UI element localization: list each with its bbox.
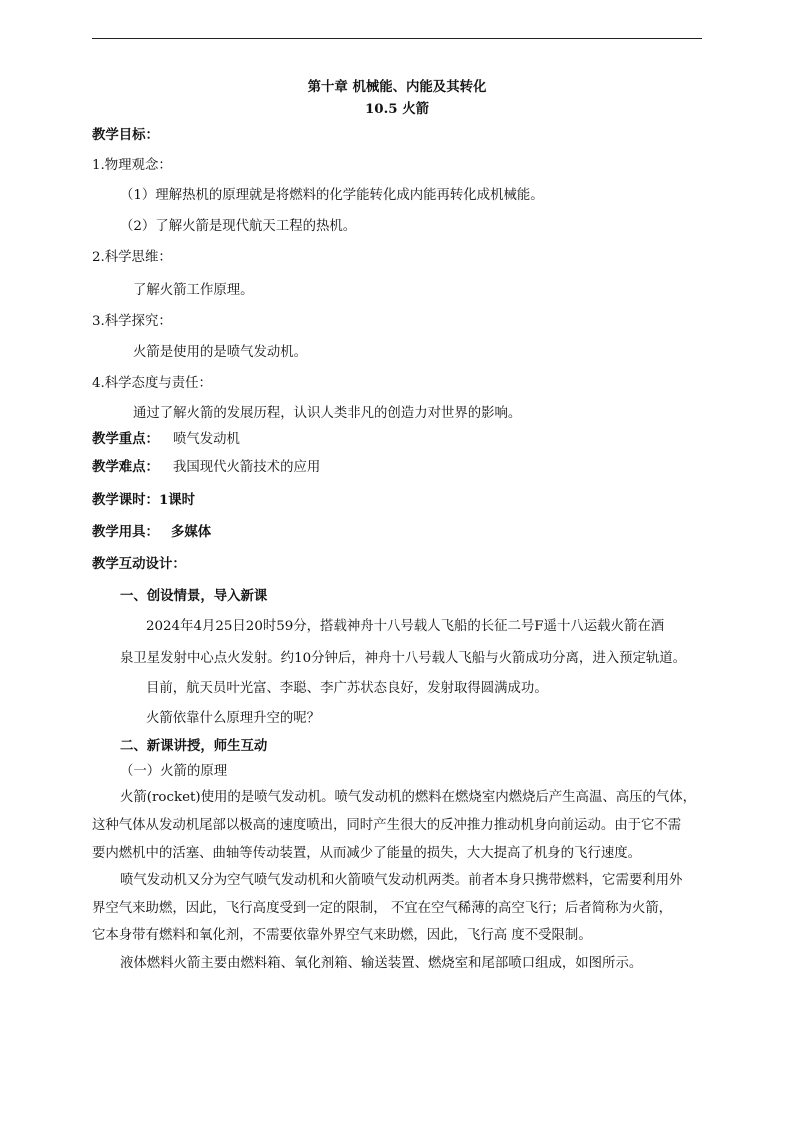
part2-p1-line3: 要内燃机中的活塞、曲轴等传动装置，从而减少了能量的损失，大大提高了机身的飞行速度。 [92, 846, 642, 861]
objective-4-line-1: 通过了解火箭的发展历程，认识人类非凡的创造力对世界的影响。 [133, 406, 522, 421]
tools [92, 523, 211, 541]
part2-title: 二、新课讲授，师生互动 [120, 738, 268, 754]
part1-title: 一、创设情景，导入新课 [120, 588, 268, 604]
part1-p1-line2: 泉卫星发射中心点火发射。约10分钟后，神舟十八号载人飞船与火箭成功分离，进入预定轨道。 [120, 651, 687, 666]
part2-p3: 液体燃料火箭主要由燃料箱、氧化剂箱、输送装置、燃烧室和尾部喷口组成，如图所示。 [120, 956, 643, 971]
part2-p2-line2: 界空气来助燃，因此，飞行高度受到一定的限制， 不宜在空气稀薄的高空飞行；后者简称为火箭， [92, 901, 673, 916]
part1-p3: 火箭依靠什么原理升空的呢？ [146, 711, 321, 726]
design-heading: 教学互动设计： [92, 556, 186, 572]
part1-p2: 目前，航天员叶光富、李聪、李广苏状态良好，发射取得圆满成功。 [146, 681, 548, 696]
objective-1-line-1: （1）理解热机的原理就是将燃料的化学能转化成内能再转化成机械能。 [120, 188, 544, 203]
part2-p1-line2: 这种气体从发动机尾部以极高的速度喷出，同时产生很大的反冲推力推动机身向前运动。由于它不需 [92, 818, 682, 833]
section-title: 10.5 火箭 [364, 101, 430, 117]
part2-p2-line1: 喷气发动机又分为空气喷气发动机和火箭喷气发动机两类。前者本身只携带燃料，它需要利用外 [120, 873, 683, 888]
difficulty-label: 教学难点： [92, 459, 159, 475]
objective-4-title: 4.科学态度与责任： [92, 376, 212, 391]
hours-label: 教学课时： [92, 492, 159, 508]
difficulty-value: 我国现代火箭技术的应用 [172, 460, 321, 475]
chapter-title: 第十章 机械能、内能及其转化 [307, 79, 487, 95]
hours-value: 1课时 [158, 492, 196, 508]
part2-p2-line3: 它本身带有燃料和氧化剂，不需要依靠外界空气来助燃，因此，飞行高 度不受限制。 [92, 928, 592, 943]
part2-p1-line1: 火箭(rocket)使用的是喷气发动机。喷气发动机的燃料在燃烧室内燃烧后产生高温、高压的气体， [120, 790, 697, 805]
part1-p1-line1: 2024年4月25日20时59分，搭载神舟十八号载人飞船的长征二号F遥十八运载火箭在酒 [146, 619, 665, 634]
key-point-label: 教学重点： [92, 431, 159, 447]
objective-3-title: 3.科学探究： [92, 314, 172, 329]
objectives-heading: 教学目标： [92, 127, 159, 143]
key-point-value: 喷气发动机 [172, 432, 240, 447]
difficulty [92, 458, 320, 477]
objective-2-line-1: 了解火箭工作原理。 [133, 283, 254, 298]
key-point [92, 430, 240, 449]
objective-3-line-1: 火箭是使用的是喷气发动机。 [133, 345, 308, 360]
hours [92, 491, 195, 509]
header-rule [92, 38, 702, 39]
objective-1-line-2: （2）了解火箭是现代航天工程的热机。 [120, 219, 357, 234]
tools-label: 教学用具： [92, 524, 159, 540]
objective-1-title: 1.物理观念： [92, 158, 172, 173]
tools-value: 多媒体 [170, 524, 212, 540]
part2-subtitle: （一）火箭的原理 [120, 764, 228, 779]
objective-2-title: 2.科学思维： [92, 250, 172, 265]
